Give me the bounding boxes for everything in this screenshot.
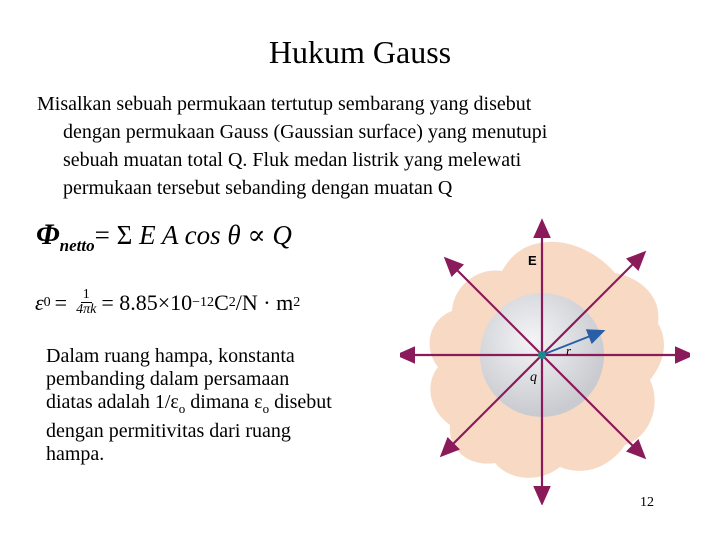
- proportional-symbol: ∝: [240, 220, 273, 250]
- netto-subscript: netto: [59, 236, 95, 255]
- note-line-4: dengan permitivitas dari ruang: [46, 420, 291, 442]
- paragraph-line-4: permukaan tersebut sebanding dengan muatan Q: [63, 177, 453, 199]
- phi-symbol: Φ: [36, 218, 60, 251]
- value-exponent: −12: [192, 294, 215, 310]
- point-charge: [538, 351, 546, 359]
- flux-formula: [36, 218, 292, 255]
- units-exponent-2: 2: [293, 294, 301, 310]
- charge-label: q: [530, 370, 537, 385]
- field-label: E: [528, 253, 537, 268]
- theta-symbol: θ: [227, 220, 241, 250]
- note-line-5: hampa.: [46, 443, 105, 465]
- equals-sign: =: [94, 220, 117, 250]
- permittivity-value: = 8.85×10: [101, 289, 193, 315]
- fraction-numerator: 1: [82, 287, 90, 302]
- note-line-2: pembanding dalam persamaan: [46, 368, 290, 390]
- fraction-denominator: 4πk: [76, 302, 97, 317]
- fraction: [76, 288, 96, 317]
- epsilon-symbol: ε: [35, 289, 44, 315]
- sigma-symbol: Σ: [116, 220, 133, 250]
- note-line-3c: disebut: [269, 391, 332, 413]
- note-sub-1: o: [178, 401, 186, 416]
- paragraph-line-2: dengan permukaan Gauss (Gaussian surface) yang menutupi: [63, 121, 548, 143]
- note-line-3: [46, 391, 406, 420]
- permittivity-equals: =: [54, 289, 68, 315]
- charge-q: Q: [272, 220, 292, 250]
- formula-expression: E A cos: [132, 220, 228, 250]
- units-rest: /N · m: [235, 289, 294, 315]
- epsilon-subscript: 0: [43, 294, 51, 310]
- note-line-3b: dimana ε: [185, 391, 263, 413]
- units-exponent: 2: [228, 294, 236, 310]
- slide-title: Hukum Gauss: [268, 34, 452, 70]
- vacuum-note: [46, 345, 406, 466]
- note-sub-2: o: [262, 401, 270, 416]
- gauss-surface-figure: [400, 215, 690, 505]
- radius-label: r: [566, 343, 572, 358]
- page-number: 12: [640, 495, 654, 510]
- note-line-3a: diatas adalah 1/ε: [46, 391, 179, 413]
- note-line-1: Dalam ruang hampa, konstanta: [46, 345, 295, 367]
- permittivity-formula: [35, 288, 300, 317]
- paragraph-line-1: Misalkan sebuah permukaan tertutup sembarang yang disebut: [37, 93, 532, 115]
- intro-paragraph: [37, 90, 677, 202]
- units: C: [214, 289, 229, 315]
- paragraph-line-3: sebuah muatan total Q. Fluk medan listrik yang melewati: [63, 149, 522, 171]
